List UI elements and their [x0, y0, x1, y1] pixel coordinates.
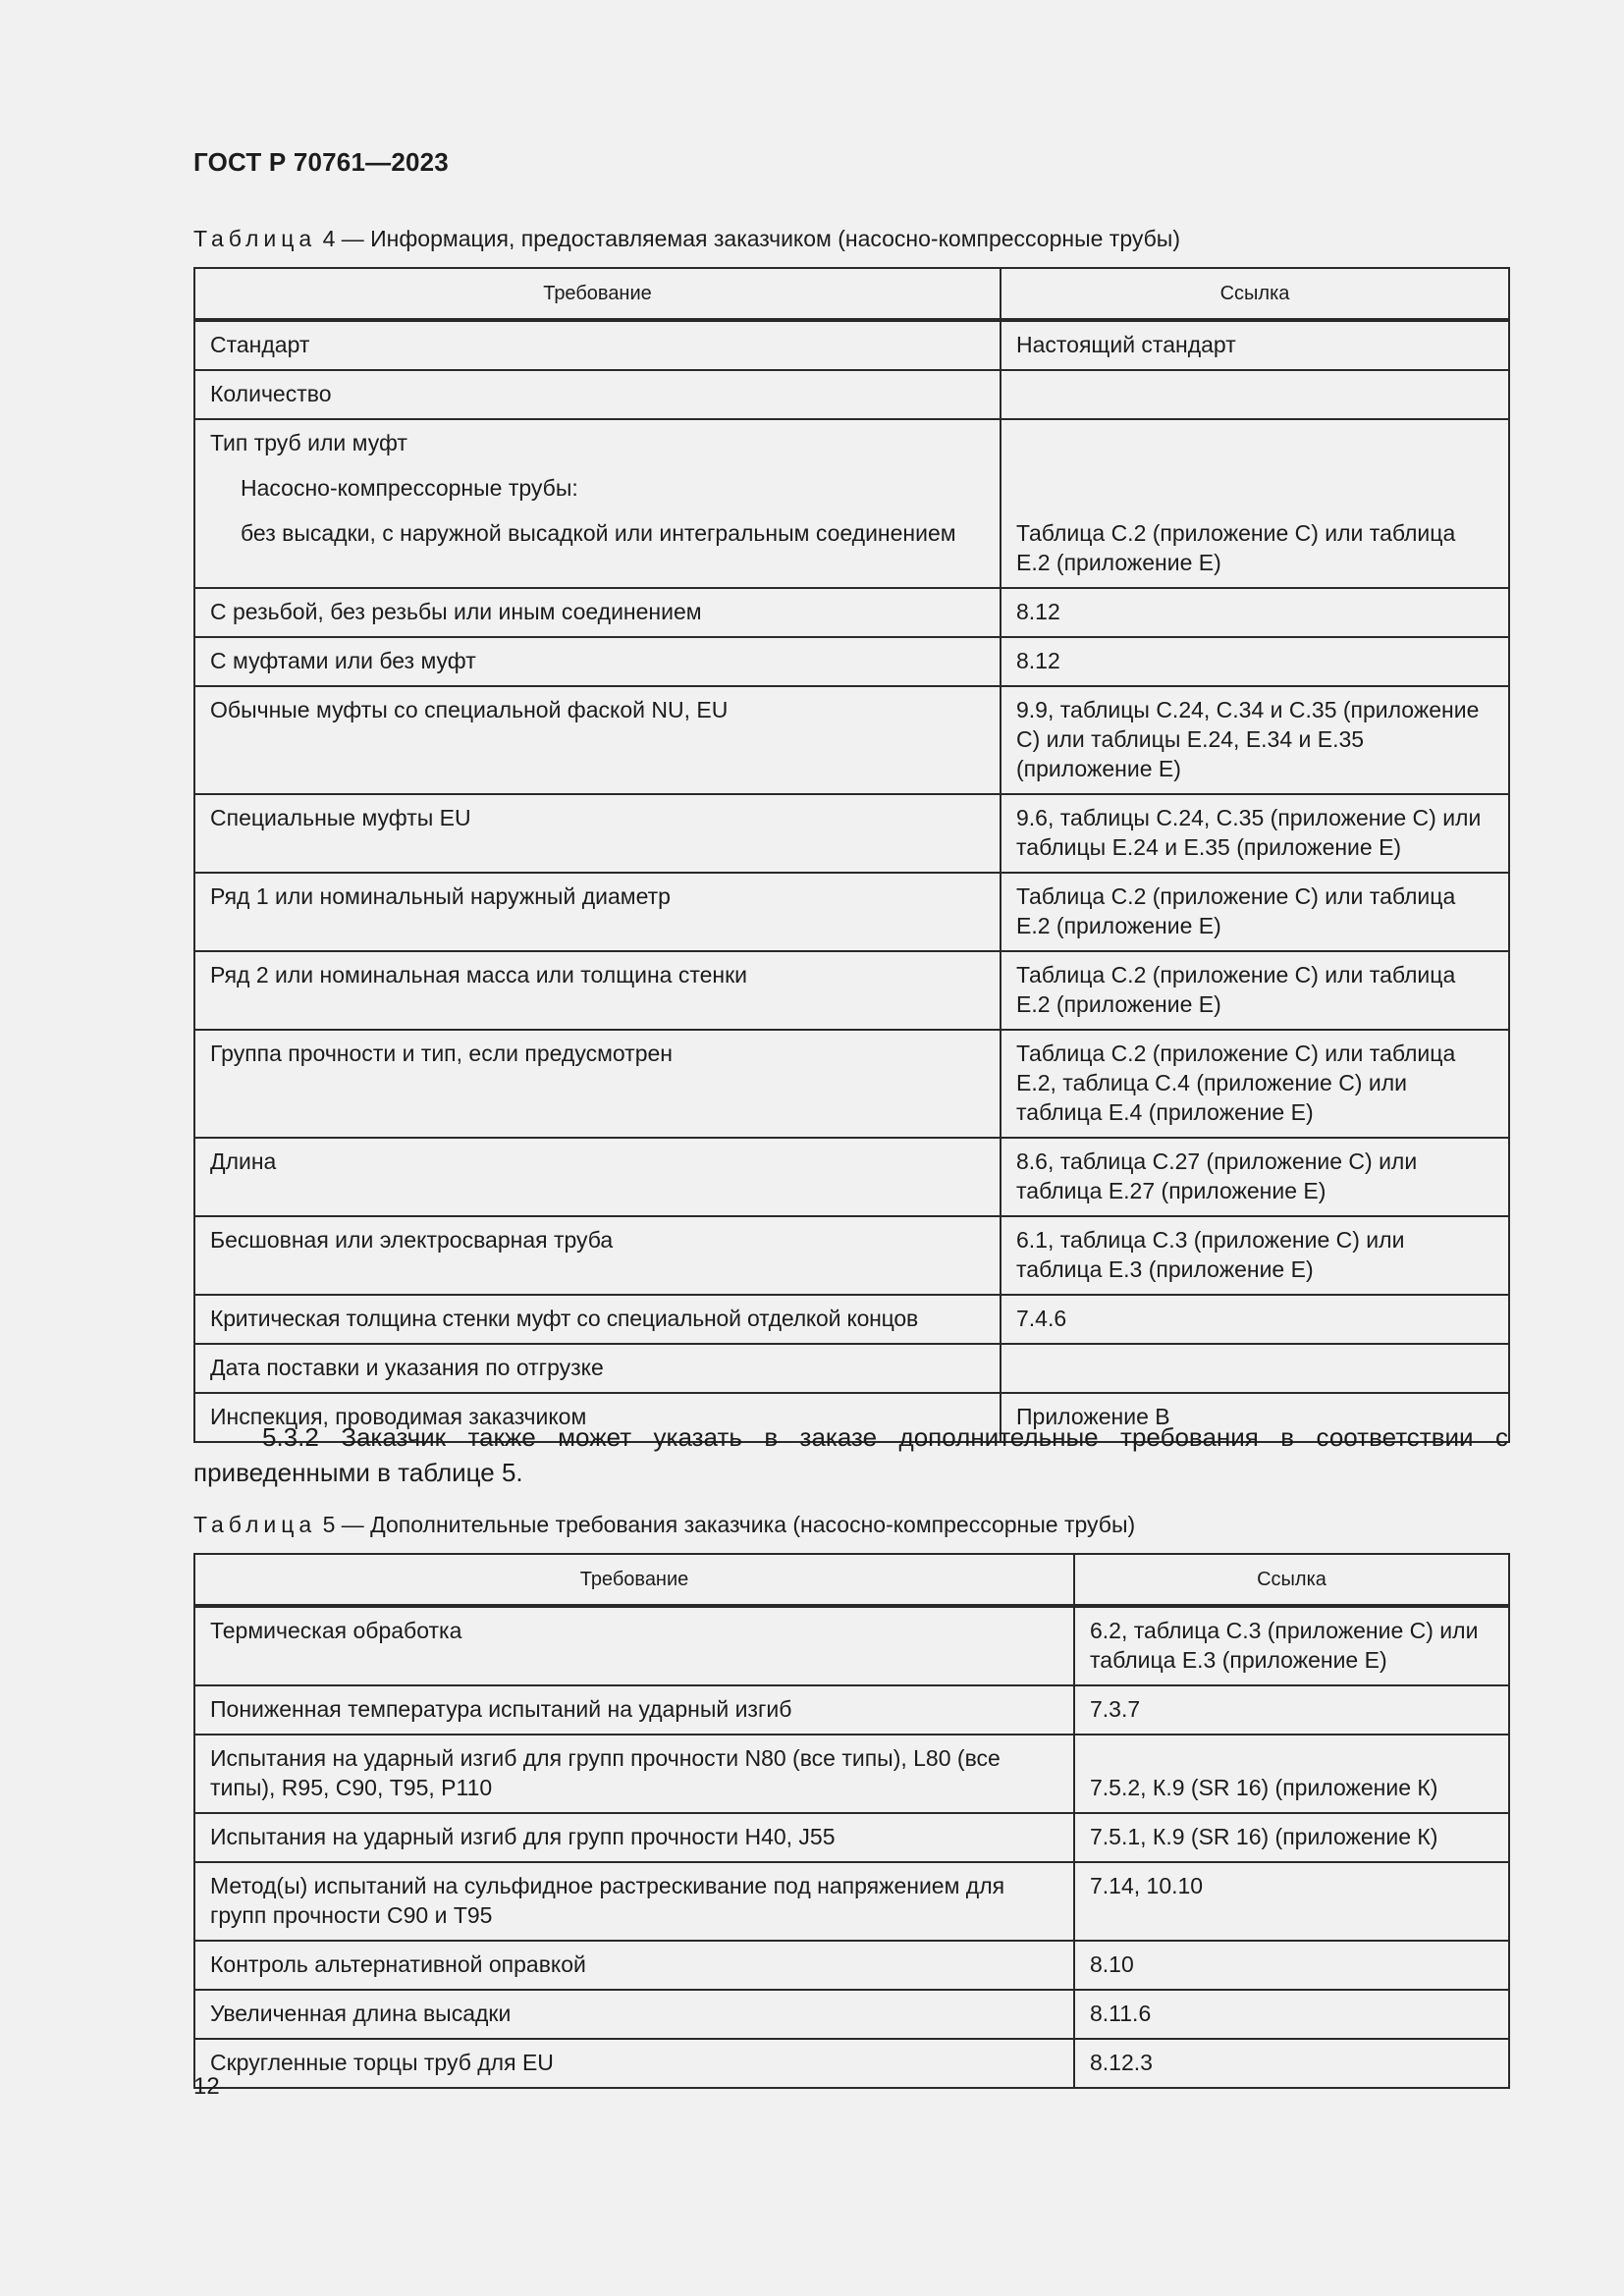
reference-cell: 7.14, 10.10	[1074, 1862, 1509, 1941]
reference-cell: 8.12.3	[1074, 2039, 1509, 2088]
reference-cell: 8.10	[1074, 1941, 1509, 1990]
table-row	[194, 1295, 1509, 1344]
reference-cell: Таблица С.2 (приложение С) или таблица Е.2, таблица С.4 (приложение С) или таблица Е.4 (приложение Е)	[1001, 1030, 1509, 1138]
table-4-caption-text: 4 — Информация, предоставляемая заказчиком (насосно-компрессорные трубы)	[322, 226, 1180, 251]
requirement-subheading: Насосно-компрессорные трубы:	[241, 475, 578, 501]
requirement-cell: Специальные муфты EU	[194, 794, 1001, 873]
requirement-cell: Обычные муфты со специальной фаской NU, EU	[194, 686, 1001, 794]
requirement-heading: Тип труб или муфт	[210, 430, 407, 455]
requirement-cell: Критическая толщина стенки муфт со специальной отделкой концов	[194, 1295, 1001, 1344]
table-row	[194, 637, 1509, 686]
requirement-cell	[194, 419, 1001, 588]
requirement-cell: Скругленные торцы труб для EU	[194, 2039, 1074, 2088]
requirement-cell: Пониженная температура испытаний на ударный изгиб	[194, 1685, 1074, 1735]
table-5-caption-word: Таблица	[193, 1512, 317, 1537]
column-header-requirement: Требование	[194, 1554, 1074, 1606]
requirement-cell: Ряд 2 или номинальная масса или толщина стенки	[194, 951, 1001, 1030]
requirement-cell: Испытания на ударный изгиб для групп прочности N80 (все типы), L80 (все типы), R95, С90, Т95, Р110	[194, 1735, 1074, 1813]
requirement-cell: Количество	[194, 370, 1001, 419]
requirement-detail	[210, 518, 986, 548]
reference-cell: 8.6, таблица С.27 (приложение С) или таблица Е.27 (приложение Е)	[1001, 1138, 1509, 1216]
requirement-cell: Группа прочности и тип, если предусмотрен	[194, 1030, 1001, 1138]
reference-cell	[1001, 419, 1509, 588]
reference-cell: 7.5.1, К.9 (SR 16) (приложение К)	[1074, 1813, 1509, 1862]
table-5-caption	[193, 1510, 1135, 1539]
reference-cell	[1001, 370, 1509, 419]
reference-cell: Таблица С.2 (приложение С) или таблица Е.2 (приложение Е)	[1001, 951, 1509, 1030]
table-row	[194, 1862, 1509, 1941]
page-number: 12	[193, 2073, 220, 2100]
requirement-cell: Бесшовная или электросварная труба	[194, 1216, 1001, 1295]
table-row	[194, 320, 1509, 370]
requirement-cell: Испытания на ударный изгиб для групп прочности Н40, J55	[194, 1813, 1074, 1862]
reference-cell	[1001, 1344, 1509, 1393]
reference-cell: Настоящий стандарт	[1001, 320, 1509, 370]
requirement-cell: Длина	[194, 1138, 1001, 1216]
table-4-caption-word: Таблица	[193, 226, 317, 251]
table-4	[193, 267, 1510, 1443]
table-row	[194, 1344, 1509, 1393]
reference-cell: 7.4.6	[1001, 1295, 1509, 1344]
table-5-header-row	[194, 1554, 1509, 1606]
requirement-cell: С муфтами или без муфт	[194, 637, 1001, 686]
requirement-detail-text: без высадки, с наружной высадкой или интегральным соединением	[241, 520, 956, 546]
table-row	[194, 1138, 1509, 1216]
table-row	[194, 588, 1509, 637]
reference-cell: 7.3.7	[1074, 1685, 1509, 1735]
reference-cell: Таблица С.2 (приложение С) или таблица Е.2 (приложение Е)	[1001, 873, 1509, 951]
paragraph-5-3-2: 5.3.2 Заказчик также может указать в заказе дополнительные требования в соответствии с приведенными в таблице 5.	[193, 1422, 1508, 1487]
requirement-cell: Дата поставки и указания по отгрузке	[194, 1344, 1001, 1393]
table-row	[194, 419, 1509, 588]
reference-cell: 6.2, таблица С.3 (приложение С) или таблица Е.3 (приложение Е)	[1074, 1606, 1509, 1685]
reference-cell: 8.12	[1001, 637, 1509, 686]
table-row	[194, 1030, 1509, 1138]
requirement-cell: Контроль альтернативной оправкой	[194, 1941, 1074, 1990]
table-row	[194, 1813, 1509, 1862]
table-row	[194, 951, 1509, 1030]
reference-cell: 6.1, таблица С.3 (приложение С) или таблица Е.3 (приложение Е)	[1001, 1216, 1509, 1295]
requirement-cell: Увеличенная длина высадки	[194, 1990, 1074, 2039]
column-header-reference: Ссылка	[1001, 268, 1509, 320]
reference-text: Таблица С.2 (приложение С) или таблица Е.2 (приложение Е)	[1016, 520, 1456, 575]
table-4-caption	[193, 224, 1180, 253]
requirement-cell: Стандарт	[194, 320, 1001, 370]
reference-cell: 8.11.6	[1074, 1990, 1509, 2039]
table-row	[194, 1990, 1509, 2039]
reference-cell: 8.12	[1001, 588, 1509, 637]
table-row	[194, 2039, 1509, 2088]
requirement-cell: С резьбой, без резьбы или иным соединением	[194, 588, 1001, 637]
reference-cell	[1074, 1735, 1509, 1813]
reference-cell: 9.6, таблицы С.24, С.35 (приложение С) или таблицы Е.24 и Е.35 (приложение Е)	[1001, 794, 1509, 873]
reference-text: 7.5.2, К.9 (SR 16) (приложение К)	[1090, 1775, 1438, 1800]
table-row	[194, 873, 1509, 951]
table-row	[194, 1216, 1509, 1295]
table-row	[194, 686, 1509, 794]
table-row	[194, 1685, 1509, 1735]
table-row	[194, 794, 1509, 873]
column-header-reference: Ссылка	[1074, 1554, 1509, 1606]
reference-cell: 9.9, таблицы С.24, С.34 и С.35 (приложение С) или таблицы Е.24, Е.34 и Е.35 (приложение Е)	[1001, 686, 1509, 794]
table-row	[194, 1606, 1509, 1685]
requirement-cell: Инспекция, проводимая заказчиком	[194, 1393, 1001, 1442]
requirement-cell: Метод(ы) испытаний на сульфидное растрескивание под напряжением для групп прочности С90 и Т95	[194, 1862, 1074, 1941]
column-header-requirement: Требование	[194, 268, 1001, 320]
requirement-cell: Ряд 1 или номинальный наружный диаметр	[194, 873, 1001, 951]
table-5	[193, 1553, 1510, 2089]
reference-cell: Приложение В	[1001, 1393, 1509, 1442]
document-code: ГОСТ Р 70761—2023	[193, 147, 449, 177]
table-5-caption-text: 5 — Дополнительные требования заказчика (насосно-компрессорные трубы)	[322, 1512, 1136, 1537]
table-row	[194, 1941, 1509, 1990]
table-row	[194, 1735, 1509, 1813]
table-4-header-row	[194, 268, 1509, 320]
requirement-cell: Термическая обработка	[194, 1606, 1074, 1685]
table-row	[194, 370, 1509, 419]
